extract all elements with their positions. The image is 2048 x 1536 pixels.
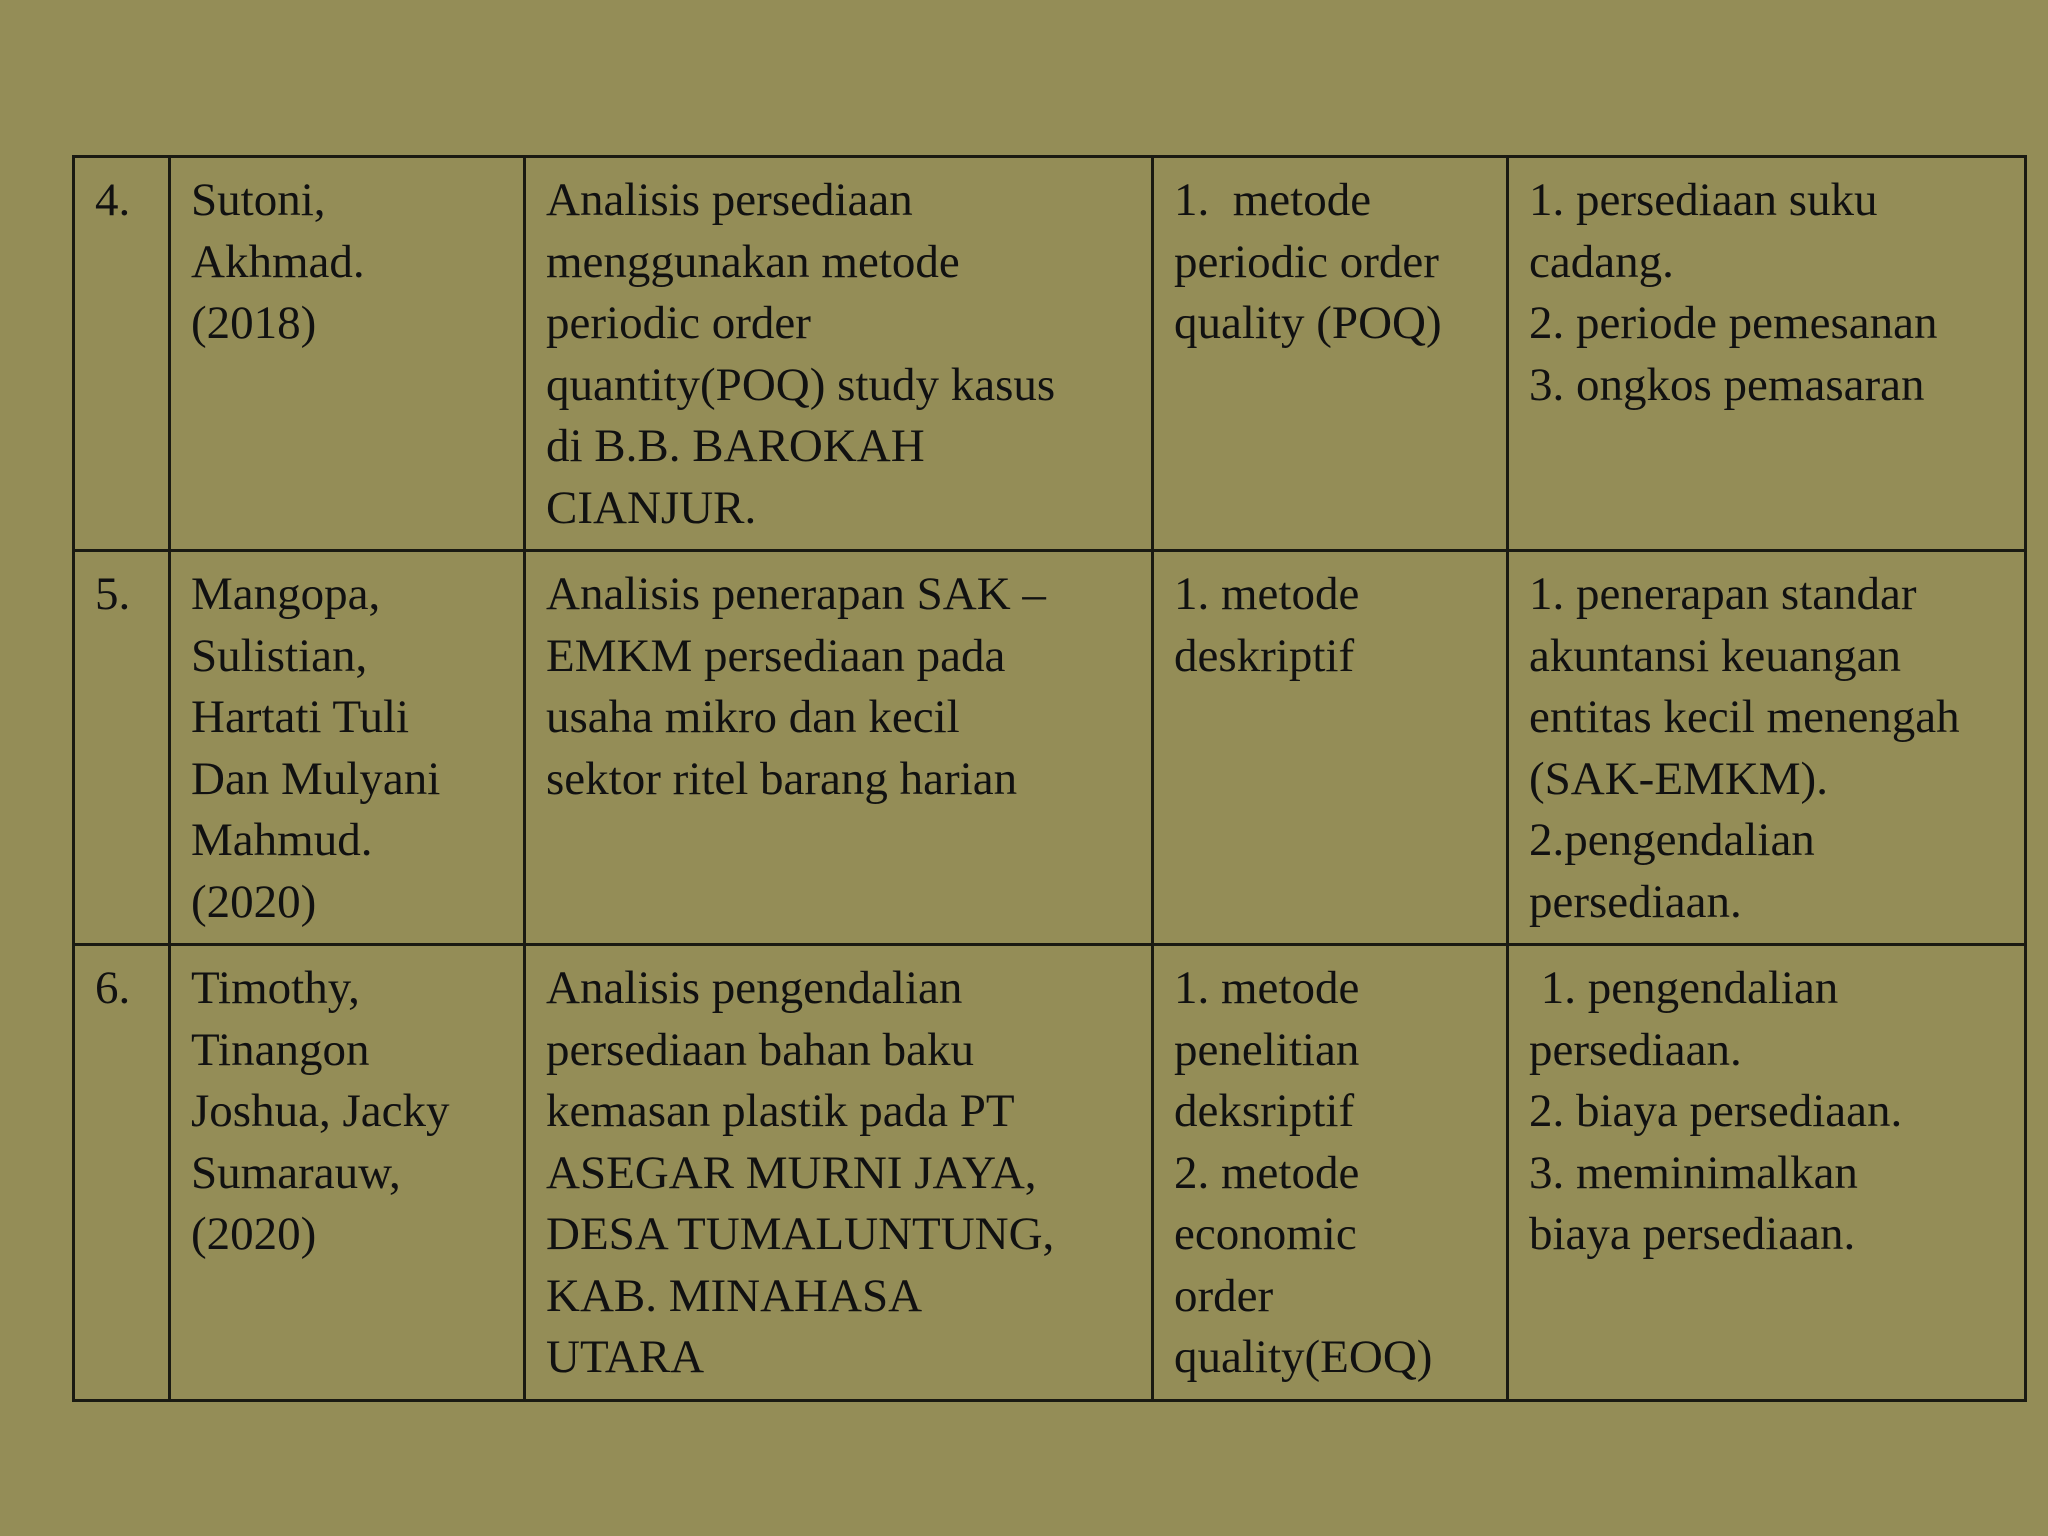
variables-cell: 1. persediaan suku cadang. 2. periode pemesanan 3. ongkos pemasaran	[1508, 157, 2026, 551]
method-cell: 1. metode penelitian deksriptif 2. metode economic order quality(EOQ)	[1153, 945, 1508, 1401]
author-cell: Timothy, Tinangon Joshua, Jacky Sumarauw, (2020)	[170, 945, 525, 1401]
author-cell: Sutoni, Akhmad. (2018)	[170, 157, 525, 551]
method-cell: 1. metode deskriptif	[1153, 551, 1508, 945]
row-number: 5.	[74, 551, 170, 945]
variables-cell: 1. pengendalian persediaan. 2. biaya persediaan. 3. meminimalkan biaya persediaan.	[1508, 945, 2026, 1401]
method-cell: 1. metode periodic order quality (POQ)	[1153, 157, 1508, 551]
research-table	[72, 155, 2027, 1402]
title-cell: Analisis penerapan SAK – EMKM persediaan pada usaha mikro dan kecil sektor ritel barang harian	[525, 551, 1153, 945]
table-row	[74, 157, 2026, 551]
table-row	[74, 945, 2026, 1401]
row-number: 6.	[74, 945, 170, 1401]
author-cell: Mangopa, Sulistian, Hartati Tuli Dan Mulyani Mahmud. (2020)	[170, 551, 525, 945]
title-cell: Analisis persediaan menggunakan metode periodic order quantity(POQ) study kasus di B.B. BAROKAH CIANJUR.	[525, 157, 1153, 551]
title-cell: Analisis pengendalian persediaan bahan baku kemasan plastik pada PT ASEGAR MURNI JAYA, DESA TUMALUNTUNG, KAB. MINAHASA UTARA	[525, 945, 1153, 1401]
variables-cell: 1. penerapan standar akuntansi keuangan entitas kecil menengah (SAK-EMKM). 2.pengendalian persediaan.	[1508, 551, 2026, 945]
row-number: 4.	[74, 157, 170, 551]
table-row	[74, 551, 2026, 945]
